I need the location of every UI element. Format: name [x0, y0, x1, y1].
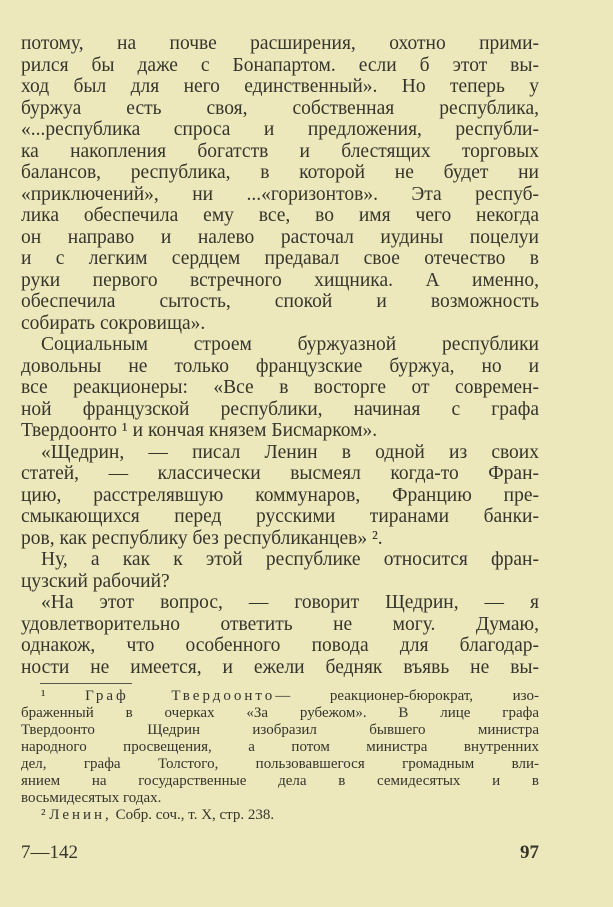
text-line: ка накопления богатств и блестящих торговых: [21, 140, 539, 162]
text-line: потому, на почве расширения, охотно прими-: [21, 33, 539, 54]
text-line: «...республика спроса и предложения, республи-: [21, 119, 539, 140]
footnote-2-line: [21, 807, 539, 824]
text-line: балансов, республика, в которой не будет ни: [21, 162, 539, 183]
footnote-1-line: народного просвещения, а потом министра внутренних: [21, 739, 539, 755]
text-line: довольны не только французские буржуа, но и: [21, 355, 539, 377]
body-text: [21, 33, 539, 678]
text-line: Ну, а как к этой республике относится фран-: [41, 549, 539, 570]
footnote-divider: [40, 683, 132, 684]
text-line: цию, расстрелявшую коммунаров, Францию пре-: [21, 484, 539, 506]
text-line: и с легким сердцем предавал свое отечество в: [21, 248, 539, 269]
footnote-1-line: браженный в очерках «За рубежом». В лице графа: [21, 705, 539, 721]
printer-signature: 7—142: [21, 842, 78, 863]
text-line: буржуа есть своя, собственная республика,: [21, 97, 539, 119]
footnote-term: Граф Твердоонто: [85, 688, 276, 704]
footnote-1-line: дел, графа Толстого, пользовавшегося громадным вли-: [21, 756, 539, 772]
text-line: цузский рабочий?: [21, 570, 170, 592]
text-line: ной французской республики, начиная с графа: [21, 398, 539, 420]
footnote-text: — реакционер-бюрократ, изо-: [275, 688, 540, 704]
text-line: руки первого встречного хищника. А именно,: [21, 269, 539, 291]
text-line: ров, как республику без республиканцев» ².: [21, 527, 383, 549]
text-line: удовлетворительно ответить не могу. Думаю,: [21, 613, 539, 635]
footnote-term: Ленин,: [49, 807, 112, 823]
footnotes: [21, 688, 539, 824]
text-line: собирать сокровища».: [21, 312, 206, 334]
text-line: ности не имеется, и ежели бедняк въявь не вы-: [21, 656, 539, 678]
text-line: лика обеспечила ему все, во имя чего некогда: [21, 205, 539, 226]
page-number: 97: [520, 842, 539, 863]
footnote-marker: ²: [41, 807, 46, 823]
footnote-1-line: янием на государственные дела в семидесятых и в: [21, 773, 539, 789]
footnote-1-line: Твердоонто Щедрин изобразил бывшего министра: [21, 722, 539, 738]
footnote-text: Собр. соч., т. X, стр. 238.: [115, 807, 275, 823]
text-line: ход был для него единственный». Но теперь у: [21, 76, 539, 97]
footnote-1-line: восьмидесятых годах.: [21, 790, 162, 806]
text-line: Социальным строем буржуазной республики: [41, 334, 539, 355]
footnote-1-line: [21, 688, 539, 705]
footnote-marker: ¹: [41, 688, 46, 704]
text-line: он направо и налево расточал иудины поцелуи: [21, 226, 539, 248]
text-line: «приключений», ни ...«горизонтов». Эта респуб-: [21, 183, 539, 205]
text-line: однакож, что особенного повода для благодар-: [21, 635, 539, 656]
text-line: статей, — классически высмеял когда-то Фран-: [21, 463, 539, 484]
text-line: «Щедрин, — писал Ленин в одной из своих: [41, 441, 539, 463]
text-line: смыкающихся перед русскими тиранами банки-: [21, 506, 539, 527]
text-line: «На этот вопрос, — говорит Щедрин, — я: [41, 592, 539, 613]
text-line: рился бы даже с Бонапартом. если б этот вы-: [21, 54, 539, 76]
text-line: обеспечила сытость, спокой и возможность: [21, 291, 539, 312]
text-line: все реакционеры: «Все в восторге от современ-: [21, 377, 539, 398]
text-line: Твердоонто ¹ и кончая князем Бисмарком».: [21, 420, 378, 441]
